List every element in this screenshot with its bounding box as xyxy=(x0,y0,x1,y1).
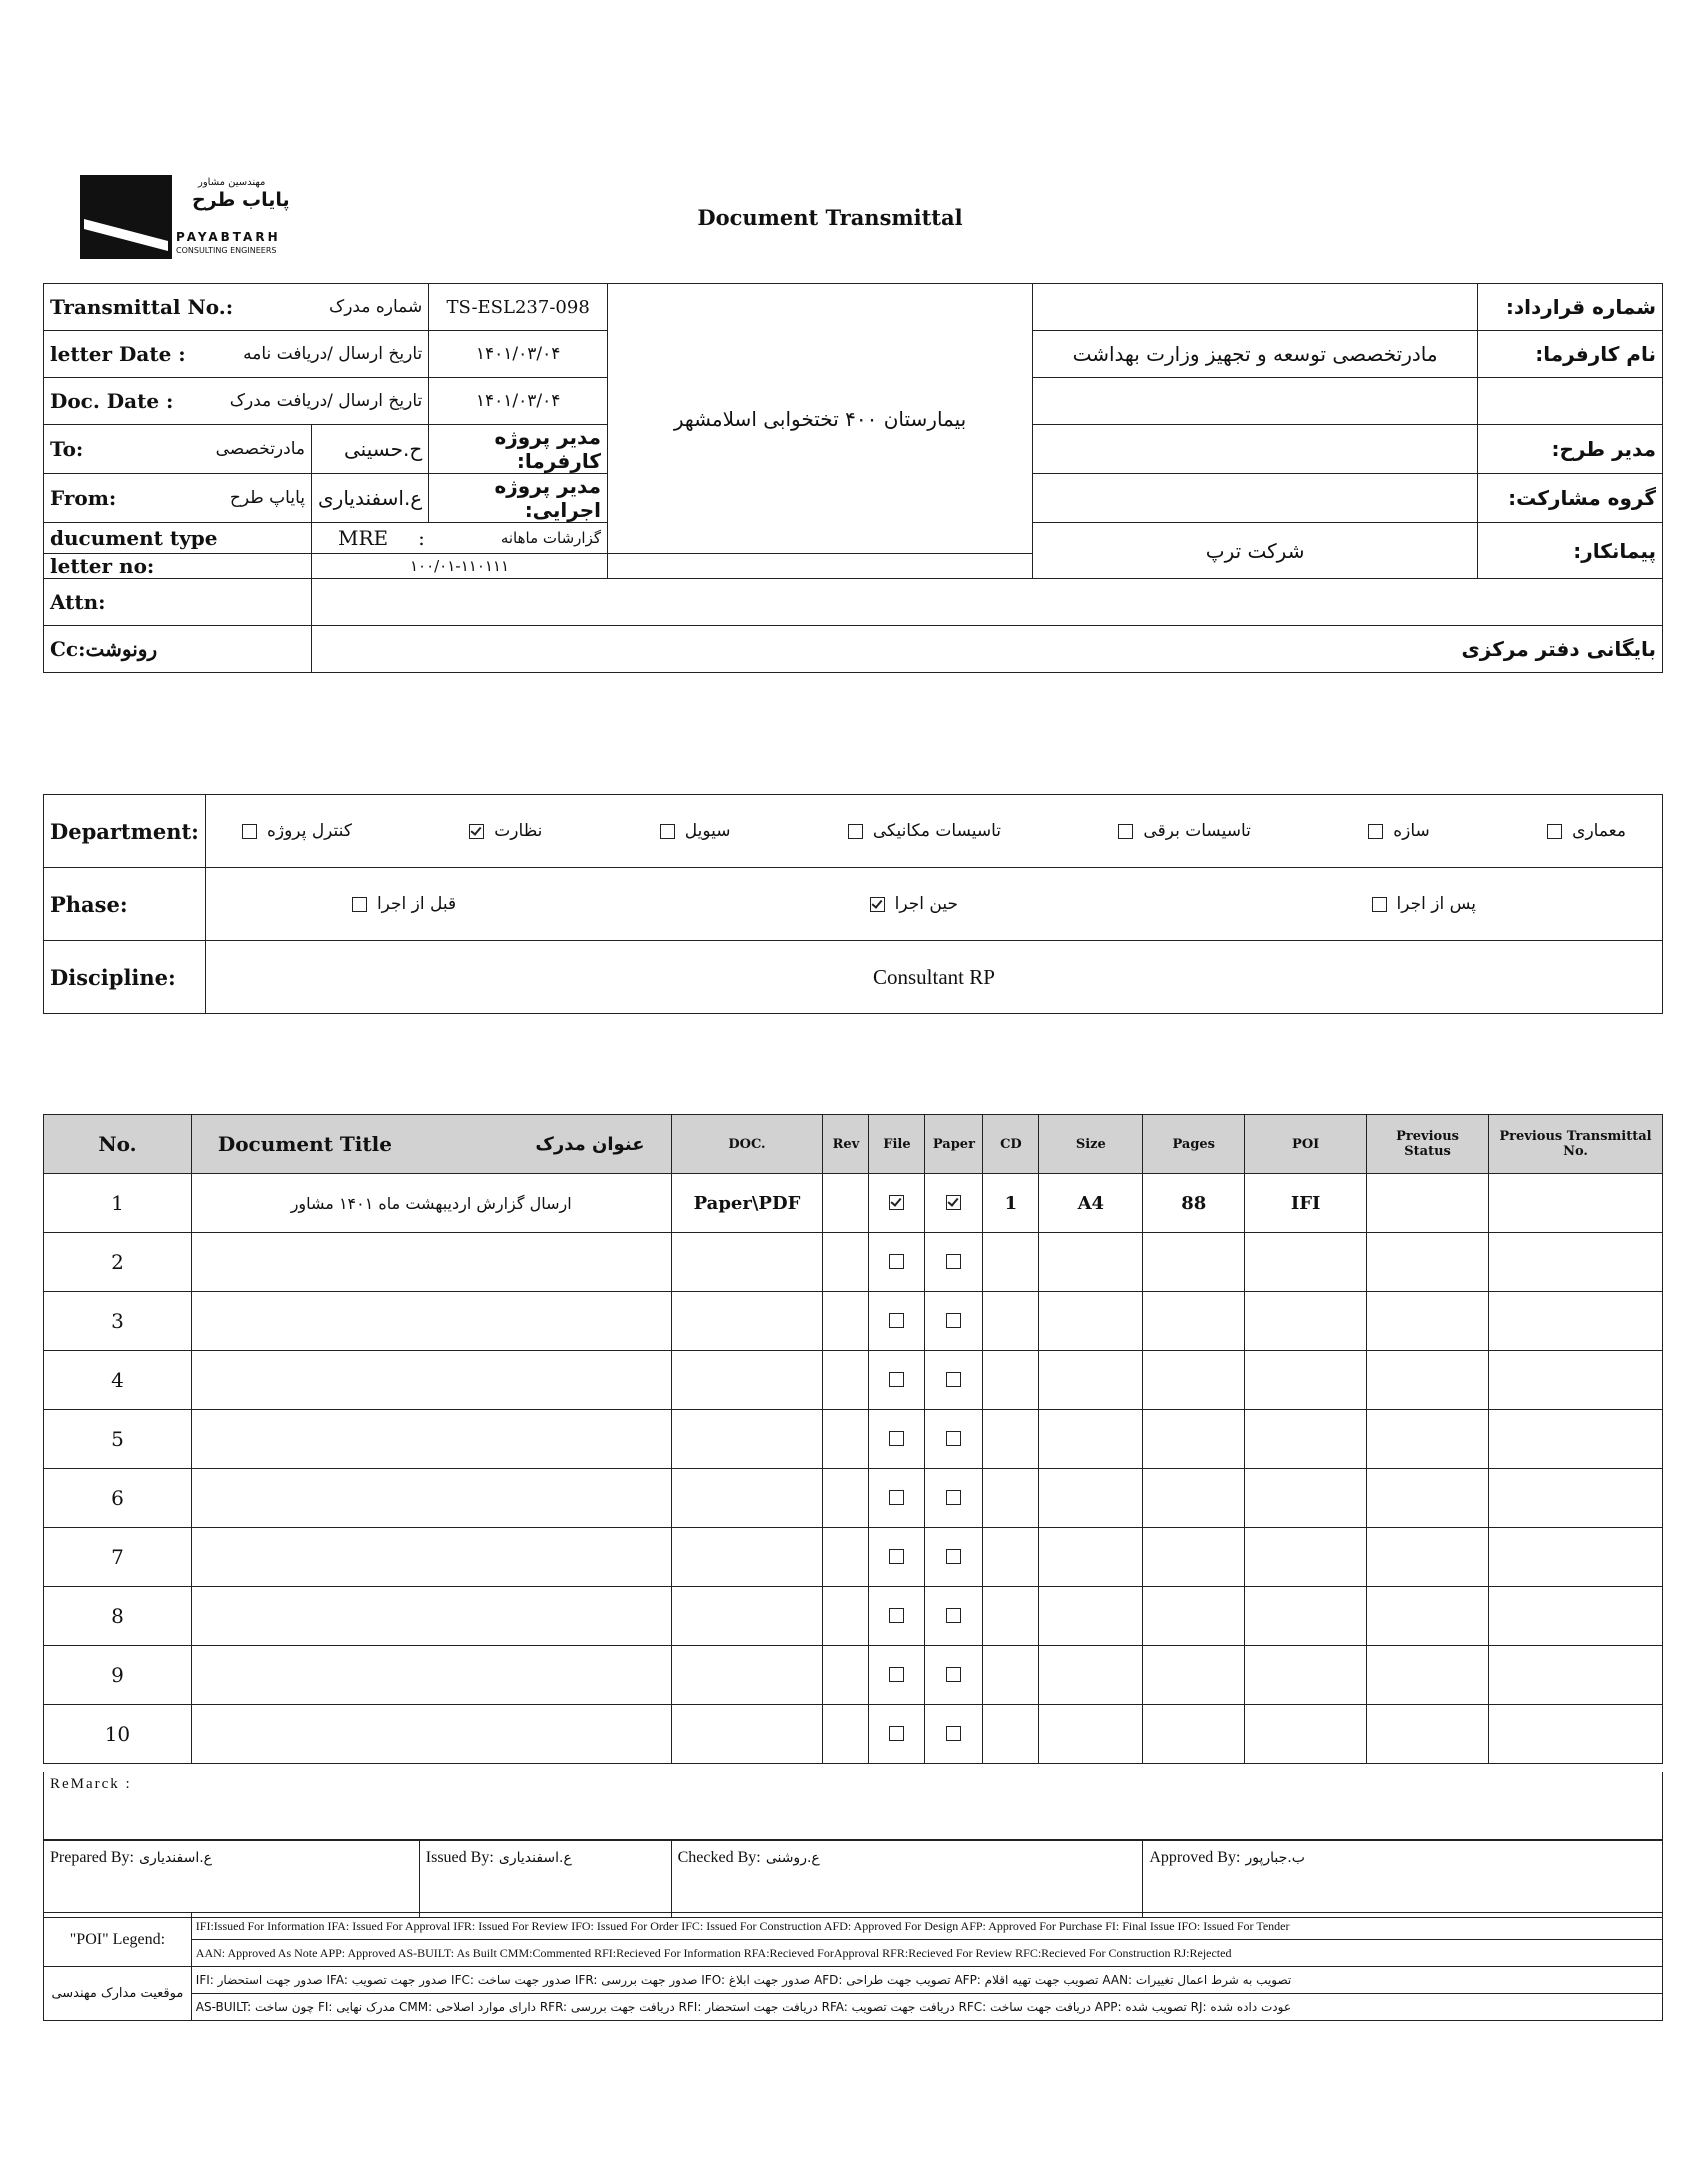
row-file-checkbox[interactable] xyxy=(889,1726,904,1741)
row-file-checkbox[interactable] xyxy=(889,1195,904,1210)
row-paper-checkbox[interactable] xyxy=(946,1431,961,1446)
row-prev-transmittal xyxy=(1489,1469,1663,1528)
row-prev-transmittal xyxy=(1489,1528,1663,1587)
logo-fa: پایاب طرح xyxy=(192,189,290,211)
row-rev xyxy=(823,1528,869,1587)
row-cd xyxy=(983,1351,1039,1410)
phase-checkbox[interactable] xyxy=(352,897,367,912)
contractor-label: پیمانکار: xyxy=(1478,523,1663,579)
contract-no-value xyxy=(1033,284,1478,331)
row-paper xyxy=(925,1410,983,1469)
phase-checkbox[interactable] xyxy=(870,897,885,912)
table-row xyxy=(44,1528,1663,1587)
letter-date-value: ۱۴۰۱/۰۳/۰۴ xyxy=(429,331,608,378)
row-file xyxy=(869,1292,925,1351)
row-doc xyxy=(671,1705,823,1764)
project-name: بیمارستان ۴۰۰ تختخوابی اسلامشهر xyxy=(608,284,1033,554)
row-file xyxy=(869,1233,925,1292)
row-paper-checkbox[interactable] xyxy=(946,1490,961,1505)
row-paper xyxy=(925,1528,983,1587)
row-pages xyxy=(1143,1587,1245,1646)
row-poi xyxy=(1245,1587,1367,1646)
row-file xyxy=(869,1587,925,1646)
employer-value: مادرتخصصی توسعه و تجهیز وزارت بهداشت xyxy=(1033,331,1478,378)
row-cd xyxy=(983,1469,1039,1528)
col-cd: CD xyxy=(983,1115,1039,1174)
row-pages xyxy=(1143,1705,1245,1764)
legend-table xyxy=(43,1912,1663,2021)
transmittal-no-value: TS-ESL237-098 xyxy=(429,284,608,331)
row-paper xyxy=(925,1705,983,1764)
poi-legend-label: "POI" Legend: xyxy=(44,1913,192,1967)
row-prev-status xyxy=(1367,1410,1489,1469)
documents-table xyxy=(43,1114,1663,1764)
row-paper xyxy=(925,1646,983,1705)
row-size xyxy=(1039,1528,1143,1587)
row-prev-status xyxy=(1367,1174,1489,1233)
col-file: File xyxy=(869,1115,925,1174)
signature-table xyxy=(43,1840,1663,1918)
row-paper-checkbox[interactable] xyxy=(946,1726,961,1741)
status-legend-label: موقعیت مدارک مهندسی xyxy=(44,1967,192,2021)
row-pages xyxy=(1143,1351,1245,1410)
row-paper-checkbox[interactable] xyxy=(946,1372,961,1387)
row-title xyxy=(191,1233,671,1292)
phase-label: Phase: xyxy=(44,868,206,941)
department-option[interactable] xyxy=(848,821,1001,841)
logo-fa-small: مهندسین مشاور xyxy=(198,177,266,188)
table-row xyxy=(44,1174,1663,1233)
contractor-value: شرکت ترپ xyxy=(1033,523,1478,579)
from-cell: From: پایاپ طرح xyxy=(44,474,312,523)
doc-date-value: ۱۴۰۱/۰۳/۰۴ xyxy=(429,378,608,425)
row-doc xyxy=(671,1292,823,1351)
row-file xyxy=(869,1705,925,1764)
row-no: 4 xyxy=(44,1351,192,1410)
department-option[interactable] xyxy=(242,821,352,841)
col-prev-transmittal: Previous Transmittal No. xyxy=(1489,1115,1663,1174)
phase-options xyxy=(205,868,1662,941)
attn-value xyxy=(312,579,1663,626)
row-rev xyxy=(823,1292,869,1351)
col-size: Size xyxy=(1039,1115,1143,1174)
row-no: 10 xyxy=(44,1705,192,1764)
department-option[interactable] xyxy=(1547,821,1626,841)
row-poi: IFI xyxy=(1245,1174,1367,1233)
row-file-checkbox[interactable] xyxy=(889,1313,904,1328)
approved-by: Approved By: ب.جبارپور xyxy=(1143,1841,1663,1918)
phase-option[interactable] xyxy=(1372,894,1476,914)
row-prev-status xyxy=(1367,1292,1489,1351)
row-poi xyxy=(1245,1469,1367,1528)
row-no: 2 xyxy=(44,1233,192,1292)
row-no: 6 xyxy=(44,1469,192,1528)
row-size xyxy=(1039,1469,1143,1528)
row-doc xyxy=(671,1469,823,1528)
row-no: 1 xyxy=(44,1174,192,1233)
logo-sub: CONSULTING ENGINEERS xyxy=(176,246,277,255)
doc-type-cell: MRE : گزارشات ماهانه xyxy=(312,523,608,554)
row-size xyxy=(1039,1292,1143,1351)
row-file-checkbox[interactable] xyxy=(889,1372,904,1387)
row-size xyxy=(1039,1705,1143,1764)
department-option[interactable] xyxy=(469,821,542,841)
row-prev-status xyxy=(1367,1233,1489,1292)
col-no: No. xyxy=(44,1115,192,1174)
department-option-label: تاسیسات مکانیکی xyxy=(872,821,1002,841)
department-checkbox[interactable] xyxy=(1547,824,1562,839)
row-poi xyxy=(1245,1705,1367,1764)
row-cd xyxy=(983,1587,1039,1646)
row-file-checkbox[interactable] xyxy=(889,1608,904,1623)
row-paper xyxy=(925,1351,983,1410)
department-option[interactable] xyxy=(1368,821,1430,841)
department-option-list xyxy=(212,821,1656,841)
row-poi xyxy=(1245,1292,1367,1351)
department-checkbox[interactable] xyxy=(469,824,484,839)
row-rev xyxy=(823,1174,869,1233)
row-cd xyxy=(983,1705,1039,1764)
table-row xyxy=(44,1705,1663,1764)
col-pages: Pages xyxy=(1143,1115,1245,1174)
discipline-value: Consultant RP xyxy=(205,941,1662,1014)
department-checkbox[interactable] xyxy=(242,824,257,839)
legend-line-2: AAN: Approved As Note APP: Approved AS-BUILT: As Built CMM:Commented RFI:Recieved For Information RFA:Recieved ForApproval RFR:Recieved For Review RFC:Recieved For Construction RJ:Rejected xyxy=(191,1940,1662,1967)
row-prev-transmittal xyxy=(1489,1705,1663,1764)
phase-option-label: قبل از اجرا xyxy=(376,894,457,914)
documents-body xyxy=(44,1174,1663,1764)
row-prev-status xyxy=(1367,1469,1489,1528)
row-rev xyxy=(823,1587,869,1646)
row-paper-checkbox[interactable] xyxy=(946,1549,961,1564)
transmittal-no-label: Transmittal No.: شماره مدرک xyxy=(44,284,429,331)
partnership-label: گروه مشارکت: xyxy=(1478,474,1663,523)
row-file-checkbox[interactable] xyxy=(889,1431,904,1446)
row-no: 5 xyxy=(44,1410,192,1469)
row-prev-status xyxy=(1367,1705,1489,1764)
row-file xyxy=(869,1410,925,1469)
prepared-by: Prepared By: ع.اسفندیاری xyxy=(44,1841,420,1918)
row-prev-status xyxy=(1367,1351,1489,1410)
row-cd xyxy=(983,1233,1039,1292)
row-pages xyxy=(1143,1528,1245,1587)
documents-header-row xyxy=(44,1115,1663,1174)
logo-en: PAYABTARH xyxy=(176,230,281,244)
transmittal-info-table xyxy=(43,283,1663,673)
row-title xyxy=(191,1469,671,1528)
row-doc xyxy=(671,1587,823,1646)
row-file xyxy=(869,1469,925,1528)
row-prev-transmittal xyxy=(1489,1646,1663,1705)
row-title xyxy=(191,1646,671,1705)
row-rev xyxy=(823,1469,869,1528)
doc-date-label: Doc. Date : تاریخ ارسال /دریافت مدرک xyxy=(44,378,429,425)
blank-cell xyxy=(1033,378,1478,425)
row-prev-transmittal xyxy=(1489,1233,1663,1292)
row-pages xyxy=(1143,1233,1245,1292)
row-doc xyxy=(671,1410,823,1469)
from-role: مدیر پروژه اجرایی: xyxy=(429,474,608,523)
row-poi xyxy=(1245,1233,1367,1292)
row-rev xyxy=(823,1410,869,1469)
letter-no-value: ۱۰۰/۰۱-۱۱۰۱۱۱ xyxy=(312,554,608,579)
row-doc: Paper\PDF xyxy=(671,1174,823,1233)
attn-label: Attn: xyxy=(44,579,312,626)
cc-value: بایگانی دفتر مرکزی xyxy=(312,626,1663,673)
department-label: Department: xyxy=(44,795,206,868)
row-prev-transmittal xyxy=(1489,1587,1663,1646)
row-size xyxy=(1039,1587,1143,1646)
row-no: 3 xyxy=(44,1292,192,1351)
row-paper-checkbox[interactable] xyxy=(946,1254,961,1269)
phase-option-label: حین اجرا xyxy=(894,894,958,914)
row-paper xyxy=(925,1469,983,1528)
designer-manager-value xyxy=(1033,425,1478,474)
table-row xyxy=(44,1410,1663,1469)
col-paper: Paper xyxy=(925,1115,983,1174)
row-size: A4 xyxy=(1039,1174,1143,1233)
row-prev-transmittal xyxy=(1489,1351,1663,1410)
row-rev xyxy=(823,1646,869,1705)
col-poi: POI xyxy=(1245,1115,1367,1174)
partnership-value xyxy=(1033,474,1478,523)
row-poi xyxy=(1245,1351,1367,1410)
designer-manager-label: مدیر طرح: xyxy=(1478,425,1663,474)
to-cell: To: مادرتخصصی xyxy=(44,425,312,474)
remark-box xyxy=(43,1772,1663,1840)
table-row xyxy=(44,1646,1663,1705)
row-poi xyxy=(1245,1528,1367,1587)
to-person: ح.حسینی xyxy=(312,425,429,474)
row-paper xyxy=(925,1233,983,1292)
department-option[interactable] xyxy=(660,821,731,841)
row-no: 8 xyxy=(44,1587,192,1646)
department-option-label: نظارت xyxy=(494,821,543,841)
phase-checkbox[interactable] xyxy=(1372,897,1387,912)
row-poi xyxy=(1245,1410,1367,1469)
row-pages xyxy=(1143,1292,1245,1351)
row-paper xyxy=(925,1292,983,1351)
contract-no-label: شماره قرارداد: xyxy=(1478,284,1663,331)
row-file-checkbox[interactable] xyxy=(889,1667,904,1682)
row-prev-status xyxy=(1367,1646,1489,1705)
row-paper xyxy=(925,1587,983,1646)
cc-label: Cc:رونوشت xyxy=(44,626,312,673)
department-option-label: سیویل xyxy=(684,821,731,841)
department-option[interactable] xyxy=(1118,821,1250,841)
table-row xyxy=(44,1469,1663,1528)
row-file-checkbox[interactable] xyxy=(889,1549,904,1564)
row-pages: 88 xyxy=(1143,1174,1245,1233)
table-row xyxy=(44,1233,1663,1292)
row-no: 7 xyxy=(44,1528,192,1587)
row-cd xyxy=(983,1528,1039,1587)
letter-no-label: letter no: xyxy=(44,554,312,579)
row-file-checkbox[interactable] xyxy=(889,1490,904,1505)
checked-by: Checked By: ع.روشنی xyxy=(671,1841,1143,1918)
row-doc xyxy=(671,1233,823,1292)
col-prev-status: Previous Status xyxy=(1367,1115,1489,1174)
department-option-label: تاسیسات برقی xyxy=(1143,821,1251,841)
phase-option[interactable] xyxy=(352,894,456,914)
row-doc xyxy=(671,1351,823,1410)
row-cd xyxy=(983,1410,1039,1469)
to-role: مدیر پروژه کارفرما: xyxy=(429,425,608,474)
department-checkbox[interactable] xyxy=(660,824,675,839)
row-file xyxy=(869,1528,925,1587)
row-title xyxy=(191,1587,671,1646)
row-pages xyxy=(1143,1410,1245,1469)
col-doc: DOC. xyxy=(671,1115,823,1174)
phase-option[interactable] xyxy=(870,894,958,914)
row-title xyxy=(191,1292,671,1351)
row-cd xyxy=(983,1292,1039,1351)
phase-option-label: پس از اجرا xyxy=(1396,894,1476,914)
row-paper-checkbox[interactable] xyxy=(946,1195,961,1210)
row-cd xyxy=(983,1646,1039,1705)
legend-line-4: AS-BUILT: چون ساخت FI: مدرک نهایی CMM: دارای موارد اصلاحی RFR: دریافت جهت بررسی RFI: دریافت جهت استحضار RFA: دریافت جهت تصویب RFC: دریافت جهت ساخت APP: تصویب شده RJ: عودت داده شده xyxy=(191,1994,1662,2021)
department-checkbox[interactable] xyxy=(848,824,863,839)
classification-table xyxy=(43,794,1663,1014)
row-file-checkbox[interactable] xyxy=(889,1254,904,1269)
row-size xyxy=(1039,1351,1143,1410)
col-rev: Rev xyxy=(823,1115,869,1174)
department-option-label: معماری xyxy=(1572,821,1626,841)
row-prev-transmittal xyxy=(1489,1410,1663,1469)
row-size xyxy=(1039,1410,1143,1469)
row-paper-checkbox[interactable] xyxy=(946,1313,961,1328)
employer-label: نام کارفرما: xyxy=(1478,331,1663,378)
row-prev-transmittal xyxy=(1489,1292,1663,1351)
row-rev xyxy=(823,1233,869,1292)
table-row xyxy=(44,1351,1663,1410)
row-size xyxy=(1039,1233,1143,1292)
row-prev-status xyxy=(1367,1528,1489,1587)
legend-line-1: IFI:Issued For Information IFA: Issued For Approval IFR: Issued For Review IFO: Issued For Order IFC: Issued For Construction AFD: Approved For Design AFP: Approved For Purchase FI: Final Issue IFO: Issued For Tender xyxy=(191,1913,1662,1940)
row-title xyxy=(191,1410,671,1469)
phase-option-list xyxy=(212,894,1656,914)
row-title xyxy=(191,1528,671,1587)
row-rev xyxy=(823,1705,869,1764)
blank-cell xyxy=(1478,378,1663,425)
row-paper-checkbox[interactable] xyxy=(946,1608,961,1623)
row-size xyxy=(1039,1646,1143,1705)
department-option-label: سازه xyxy=(1393,821,1430,841)
department-checkbox[interactable] xyxy=(1368,824,1383,839)
row-cd: 1 xyxy=(983,1174,1039,1233)
row-file xyxy=(869,1351,925,1410)
table-row xyxy=(44,1292,1663,1351)
remark-label: ReMarck : xyxy=(50,1776,132,1792)
row-pages xyxy=(1143,1469,1245,1528)
table-row xyxy=(44,1587,1663,1646)
row-title xyxy=(191,1705,671,1764)
legend-line-3: IFI: صدور جهت استحضار IFA: صدور جهت تصویب IFC: صدور جهت ساخت IFR: صدور جهت بررسی IFO: صدور جهت ابلاغ AFD: تصویب جهت طراحی AFP: تصویب جهت تهیه اقلام AAN: تصویب به شرط اعمال تغییرات xyxy=(191,1967,1662,1994)
company-logo xyxy=(80,175,310,265)
row-title: ارسال گزارش اردیبهشت ماه ۱۴۰۱ مشاور xyxy=(191,1174,671,1233)
row-no: 9 xyxy=(44,1646,192,1705)
row-poi xyxy=(1245,1646,1367,1705)
row-paper xyxy=(925,1174,983,1233)
row-title xyxy=(191,1351,671,1410)
blank-cell xyxy=(608,554,1033,579)
department-option-label: کنترل پروژه xyxy=(266,821,352,841)
row-doc xyxy=(671,1528,823,1587)
row-file xyxy=(869,1646,925,1705)
col-title: Document Title عنوان مدرک xyxy=(191,1115,671,1174)
row-rev xyxy=(823,1351,869,1410)
page-title: Document Transmittal xyxy=(697,205,963,230)
row-doc xyxy=(671,1646,823,1705)
row-prev-status xyxy=(1367,1587,1489,1646)
row-file xyxy=(869,1174,925,1233)
department-checkbox[interactable] xyxy=(1118,824,1133,839)
row-paper-checkbox[interactable] xyxy=(946,1667,961,1682)
department-options xyxy=(205,795,1662,868)
row-prev-transmittal xyxy=(1489,1174,1663,1233)
discipline-label: Discipline: xyxy=(44,941,206,1014)
from-person: ع.اسفندیاری xyxy=(312,474,429,523)
row-pages xyxy=(1143,1646,1245,1705)
doc-type-label: ducument type xyxy=(44,523,312,554)
letter-date-label: letter Date : تاریخ ارسال /دریافت نامه xyxy=(44,331,429,378)
issued-by: Issued By: ع.اسفندیاری xyxy=(419,1841,671,1918)
